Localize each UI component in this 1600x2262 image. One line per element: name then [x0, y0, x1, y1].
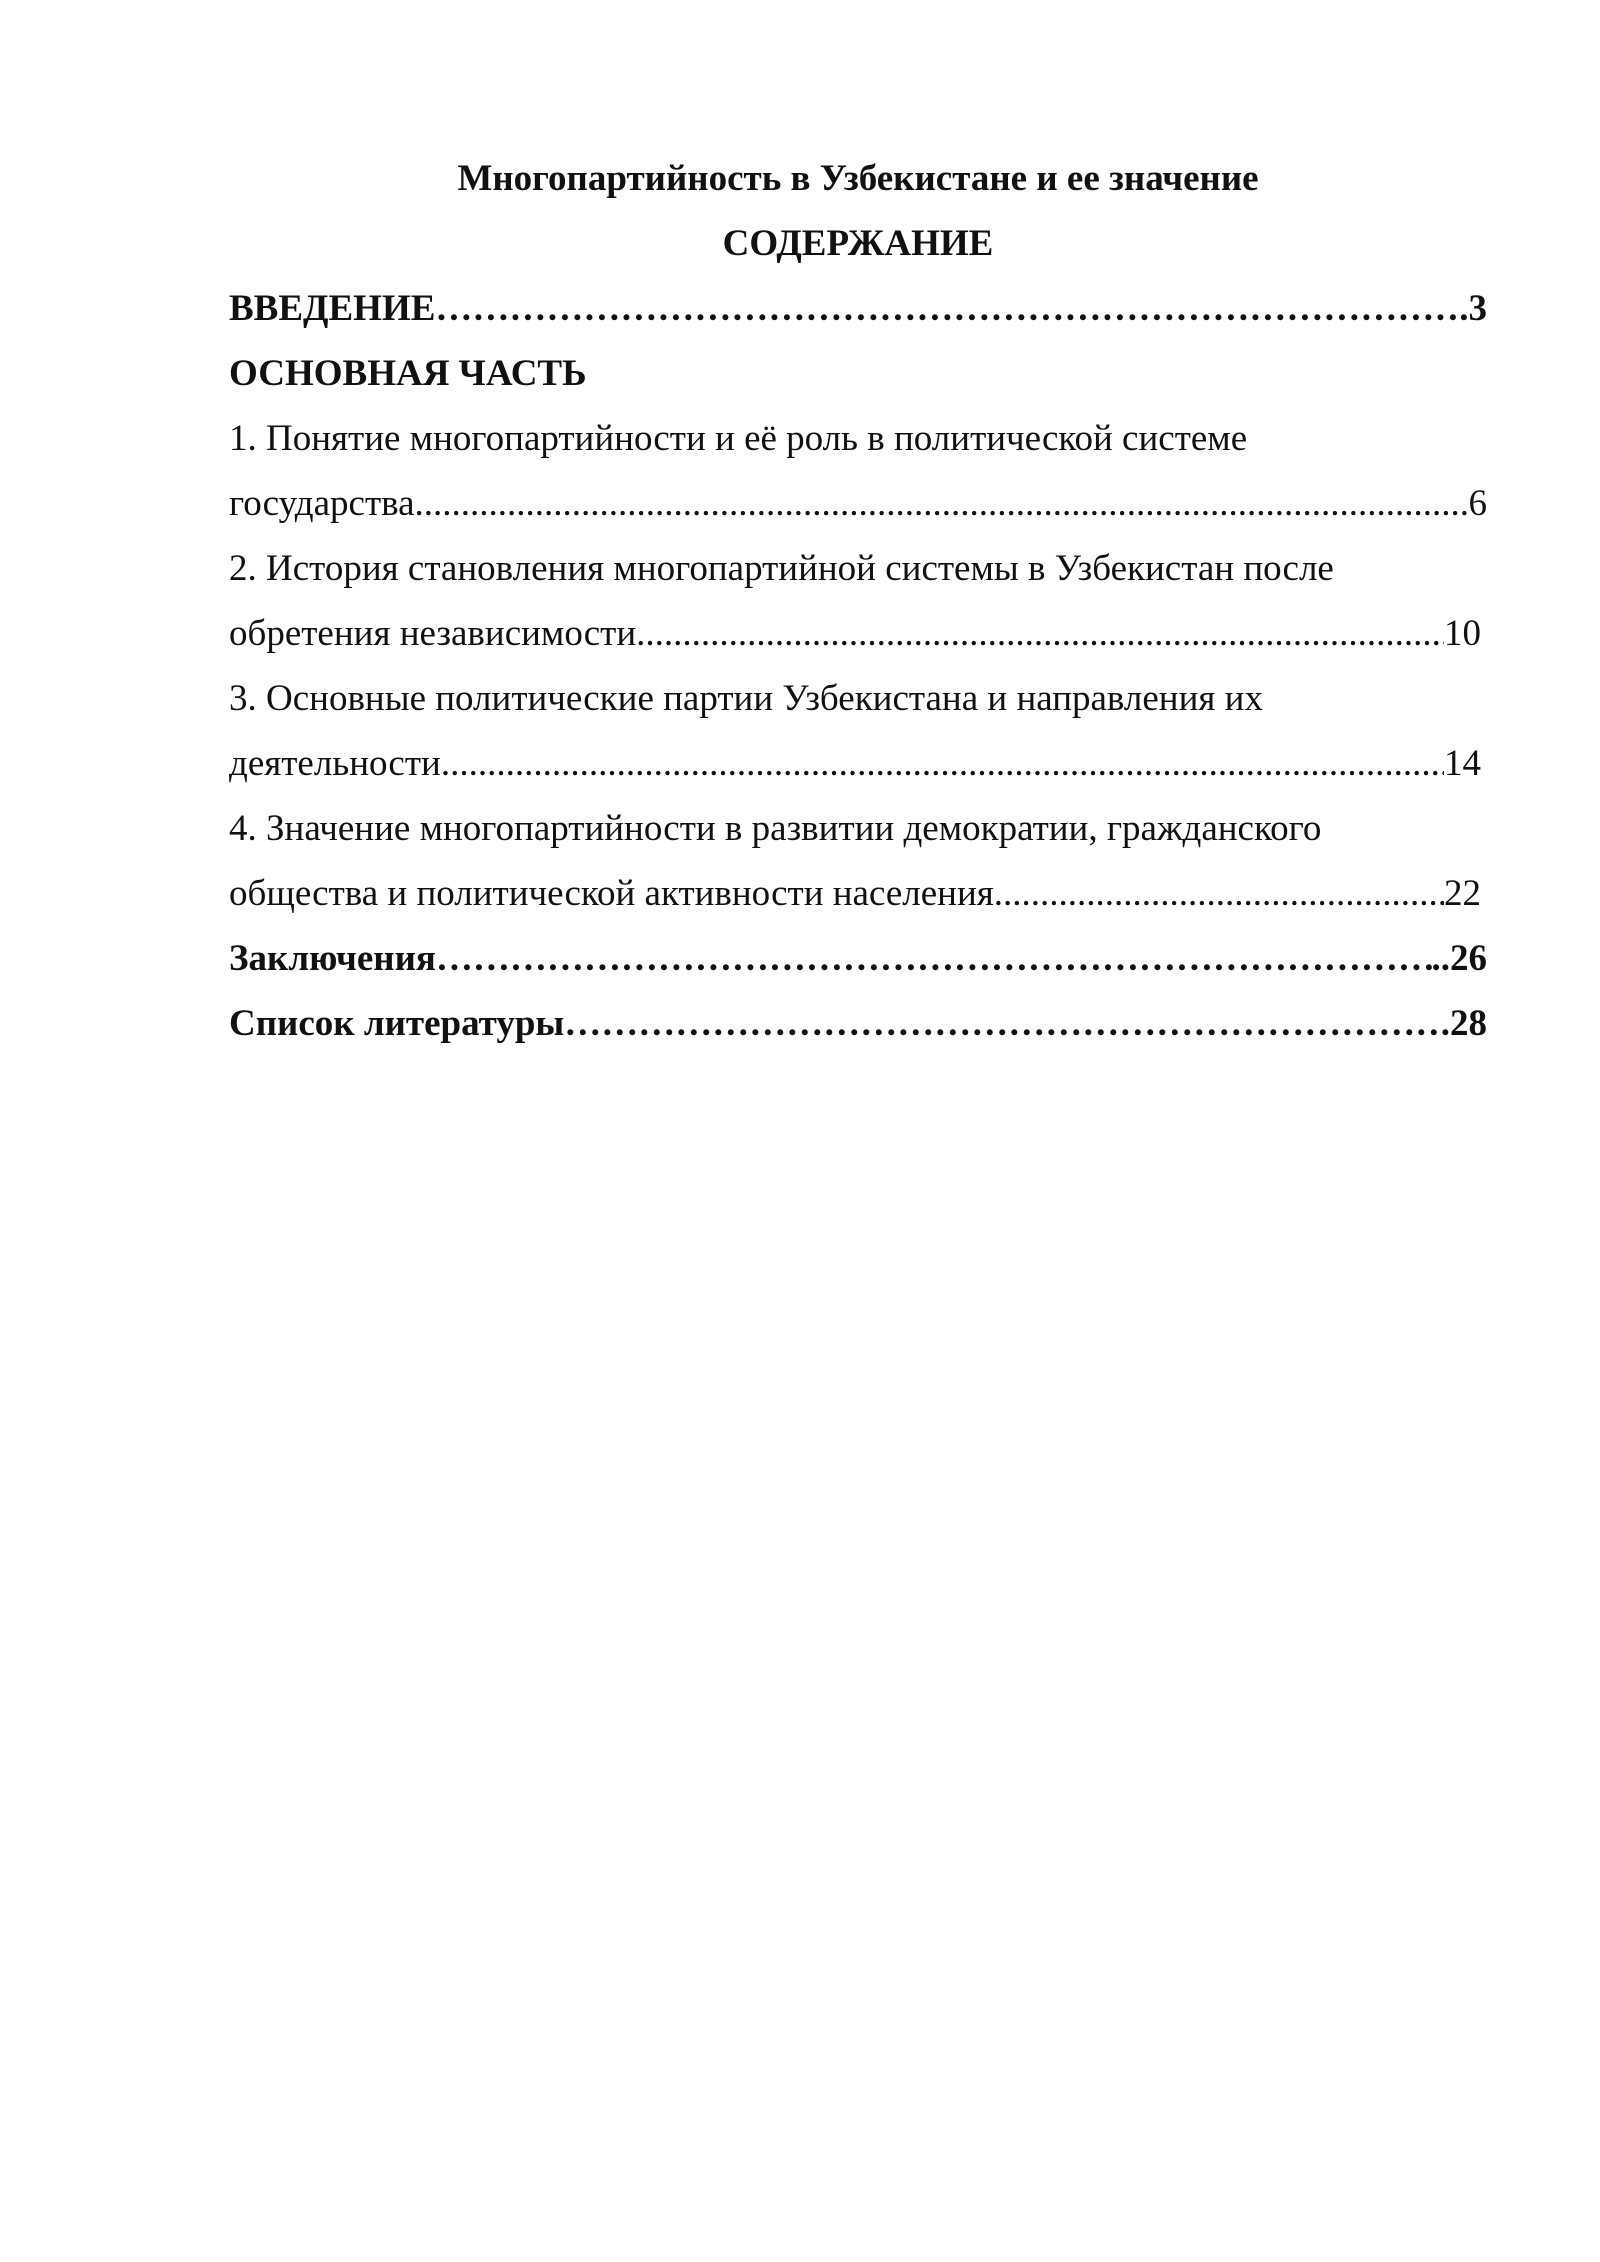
- toc-dot-leader: [415, 471, 1469, 536]
- toc-entry-4-first-line: 4. Значение многопартийности в развитии демократии, гражданского: [229, 808, 1322, 849]
- toc-entry-1-first-line: 1. Понятие многопартийности и её роль в политической системе: [229, 418, 1248, 459]
- toc-entry-3: [229, 731, 1481, 796]
- toc-entry-2: [229, 601, 1481, 666]
- toc-dot-leader: [436, 926, 1432, 991]
- toc-entry-introduction: [229, 276, 1487, 341]
- toc-page-number: 6: [1468, 483, 1487, 524]
- toc-dot-leader: [441, 731, 1444, 796]
- toc-entry-3-first-line: 3. Основные политические партии Узбекистана и направления их: [229, 678, 1263, 719]
- toc-entry-label: Заключения: [229, 938, 436, 979]
- toc-entry-1: [229, 471, 1487, 536]
- document-title: Многопартийность в Узбекистане и ее значение: [457, 158, 1259, 199]
- toc-dot-leader: [564, 991, 1440, 1056]
- toc-page-number: .3: [1459, 288, 1487, 329]
- toc-page-number: 22: [1444, 873, 1481, 914]
- toc-entry-label: общества и политической активности населения: [229, 873, 994, 914]
- toc-entry-4: [229, 861, 1481, 926]
- toc-page-number: .28: [1440, 1003, 1487, 1044]
- toc-entry-2-first-line: 2. История становления многопартийной системы в Узбекистан после: [229, 548, 1334, 589]
- toc-entry-conclusion: [229, 926, 1487, 991]
- toc-dot-leader: [435, 276, 1459, 341]
- toc-dot-leader: [994, 861, 1444, 926]
- toc-page-number: 14: [1444, 743, 1481, 784]
- toc-heading: СОДЕРЖАНИЕ: [722, 223, 994, 264]
- toc-entry-label: деятельности: [229, 743, 441, 784]
- toc-entry-label: ВВЕДЕНИЕ: [229, 288, 436, 329]
- toc-page-number: 10: [1444, 613, 1481, 654]
- toc-entry-label: государства: [229, 483, 415, 524]
- toc-entry-label: Список литературы: [229, 1003, 565, 1044]
- toc-section-heading: ОСНОВНАЯ ЧАСТЬ: [229, 353, 587, 394]
- document-content: [229, 146, 1487, 1056]
- toc-entry-bibliography: [229, 991, 1487, 1056]
- toc-page-number: ..26: [1431, 938, 1487, 979]
- toc-entry-label: обретения независимости: [229, 613, 637, 654]
- toc-dot-leader: [636, 601, 1444, 666]
